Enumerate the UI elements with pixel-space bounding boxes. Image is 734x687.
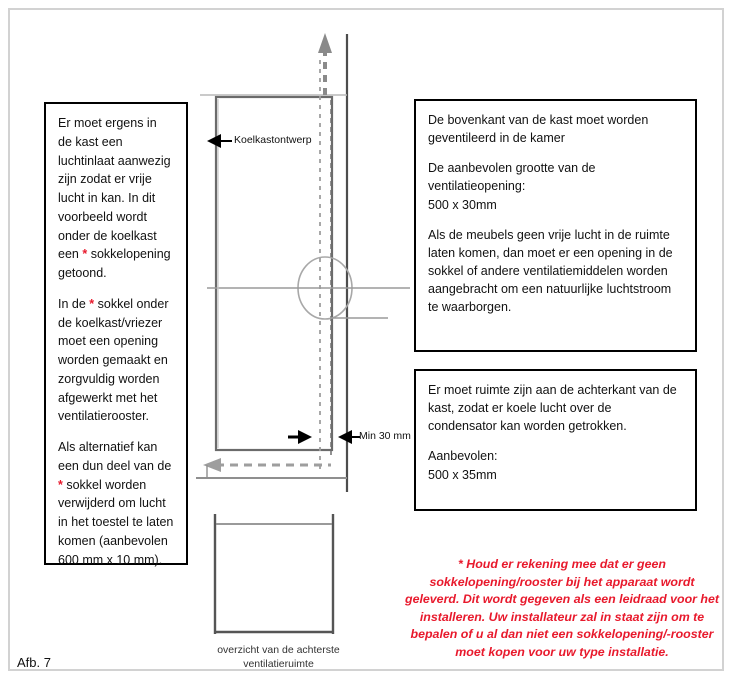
asterisk-marker: *: [58, 477, 63, 492]
paragraph: Er moet ruimte zijn aan de achterkant van de kast, zodat er koele lucht over de condensator kan worden getrokken.: [428, 383, 677, 434]
arrow-right-icon: [288, 430, 312, 444]
asterisk-marker: *: [82, 247, 88, 262]
label-koelkastontwerp: Koelkastontwerp: [234, 134, 312, 146]
label-min-30-mm: Min 30 mm: [359, 430, 411, 442]
paragraph: De bovenkant van de kast moet worden geventileerd in de kamer: [428, 113, 649, 146]
box-top-right-body: [428, 111, 683, 316]
arrow-left-icon-plinth: [203, 458, 221, 472]
textbox-left-air-inlet: [44, 102, 188, 565]
cabinet-outline: [216, 97, 332, 450]
textbox-rear-clearance: [414, 369, 697, 511]
asterisk-marker: *: [89, 296, 95, 311]
paragraph: Er moet ergens in de kast een luchtinlaat aanwezig zijn zodat er vrije lucht in kan. In dit voorbeeld wordt onder de koelkast een * sokkelopening getoond.: [58, 116, 171, 280]
arrow-left-icon-gap: [338, 430, 360, 444]
paragraph: In de * sokkel onder de koelkast/vriezer moet een opening worden gemaakt en zorgvuldig worden afgewerkt met het ventilatierooster.: [58, 296, 169, 424]
caption-rear-ventilation: overzicht van de achterste ventilatieruimte: [217, 644, 340, 670]
paragraph: Als alternatief kan een dun deel van de * sokkel worden verwijderd om lucht in het toestel te laten komen (aanbevolen 600 mm x 10 mm).: [58, 440, 174, 567]
red-warning-note: * Houd er rekening mee dat er geen sokkelopening/rooster bij het apparaat wordt geleverd. Dit wordt gegeven als een leidraad voor het installeren. Uw installateur zal in staat zijn om te bepalen of u al dan niet een sokkelopening/-rooster moet kopen voor uw type installatie.: [405, 557, 719, 660]
rear-ventilation-sketch: [214, 514, 334, 634]
figure-number-label: Afb. 7: [17, 655, 51, 670]
textbox-top-ventilation: [414, 99, 697, 352]
paragraph: De aanbevolen grootte van de ventilatieopening: 500 x 30mm: [428, 161, 596, 212]
box-mid-right-body: [428, 381, 683, 484]
box-left-body: [58, 114, 174, 569]
paragraph: Als de meubels geen vrije lucht in de ruimte laten komen, dan moet er een opening in de sokkel of andere ventilatiemiddelen worden aangebracht om een natuurlijke luchtstroom te waarborgen.: [428, 227, 673, 315]
arrow-left-icon-cabinet: [207, 134, 232, 148]
arrow-up-icon: [318, 33, 332, 95]
detail-circle: [298, 257, 352, 319]
paragraph: Aanbevolen: 500 x 35mm: [428, 449, 498, 482]
